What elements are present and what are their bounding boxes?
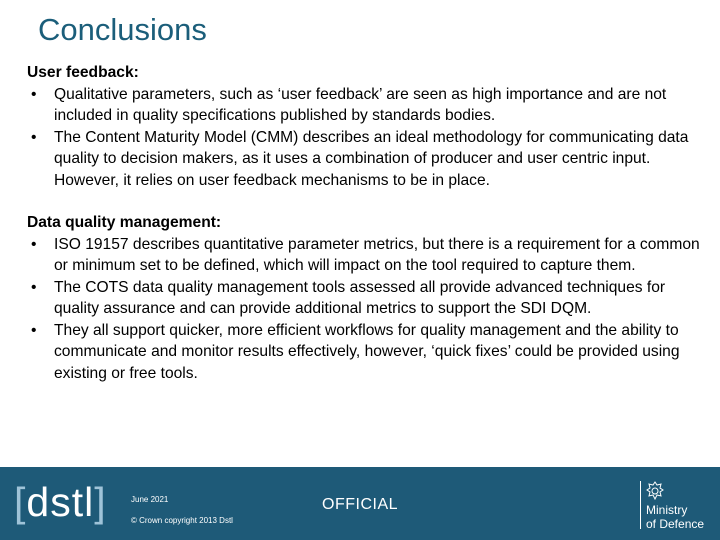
logo-bracket-close: ]	[94, 479, 107, 525]
bullet-text: ISO 19157 describes quantitative parameter metrics, but there is a requirement for a common or minimum set to be defined, which will impact on the tool required to capture them.	[54, 235, 700, 274]
footer-bar	[0, 467, 720, 540]
bullet-text: They all support quicker, more efficient workflows for quality management and the ability to communicate and monitor results effectively, however, ‘quick fixes’ could be provided using existing or free tools.	[54, 321, 680, 382]
section-heading: User feedback:	[27, 64, 139, 81]
section-data-quality-management	[27, 212, 709, 384]
bullet-icon: •	[31, 278, 37, 296]
slide-content	[27, 62, 709, 384]
bullet-text: The COTS data quality management tools assessed all provide advanced techniques for quality assurance and can provide additional metrics to support the SDI DQM.	[54, 278, 666, 317]
bullet-list	[27, 84, 709, 192]
bullet-icon: •	[31, 321, 37, 339]
mod-line-1: Ministry	[646, 503, 688, 517]
bullet-text: The Content Maturity Model (CMM) describes an ideal methodology for communicating data quality to decision makers, as it uses a combination of producer and user centric input. However, it relies on user feedback mechanisms to be in place.	[54, 128, 689, 189]
slide-title: Conclusions	[38, 12, 207, 47]
section-heading: Data quality management:	[27, 214, 222, 231]
list-item	[27, 234, 709, 277]
list-item	[27, 320, 709, 385]
list-item	[27, 84, 709, 127]
mod-line-2: of Defence	[646, 517, 705, 531]
bullet-icon: •	[31, 128, 37, 146]
dstl-logo	[14, 477, 107, 527]
classification-label: OFFICIAL	[322, 496, 399, 513]
logo-bracket-open: [	[14, 479, 27, 525]
mod-divider	[640, 481, 641, 529]
bullet-icon: •	[31, 85, 37, 103]
list-item	[27, 127, 709, 192]
royal-crest-icon	[644, 481, 666, 501]
logo-text: dstl	[26, 479, 95, 525]
footer-meta	[131, 489, 233, 531]
list-item	[27, 277, 709, 320]
section-user-feedback	[27, 62, 709, 191]
section-gap	[27, 191, 709, 212]
bullet-text: Qualitative parameters, such as ‘user feedback’ are seen as high importance and are not included in quality specifications published by standards bodies.	[54, 85, 667, 124]
footer-copyright: © Crown copyright 2013 Dstl	[131, 516, 233, 525]
footer-date: June 2021	[131, 495, 169, 504]
mod-logo-text	[646, 503, 704, 531]
bullet-icon: •	[31, 235, 37, 253]
bullet-list	[27, 234, 709, 385]
